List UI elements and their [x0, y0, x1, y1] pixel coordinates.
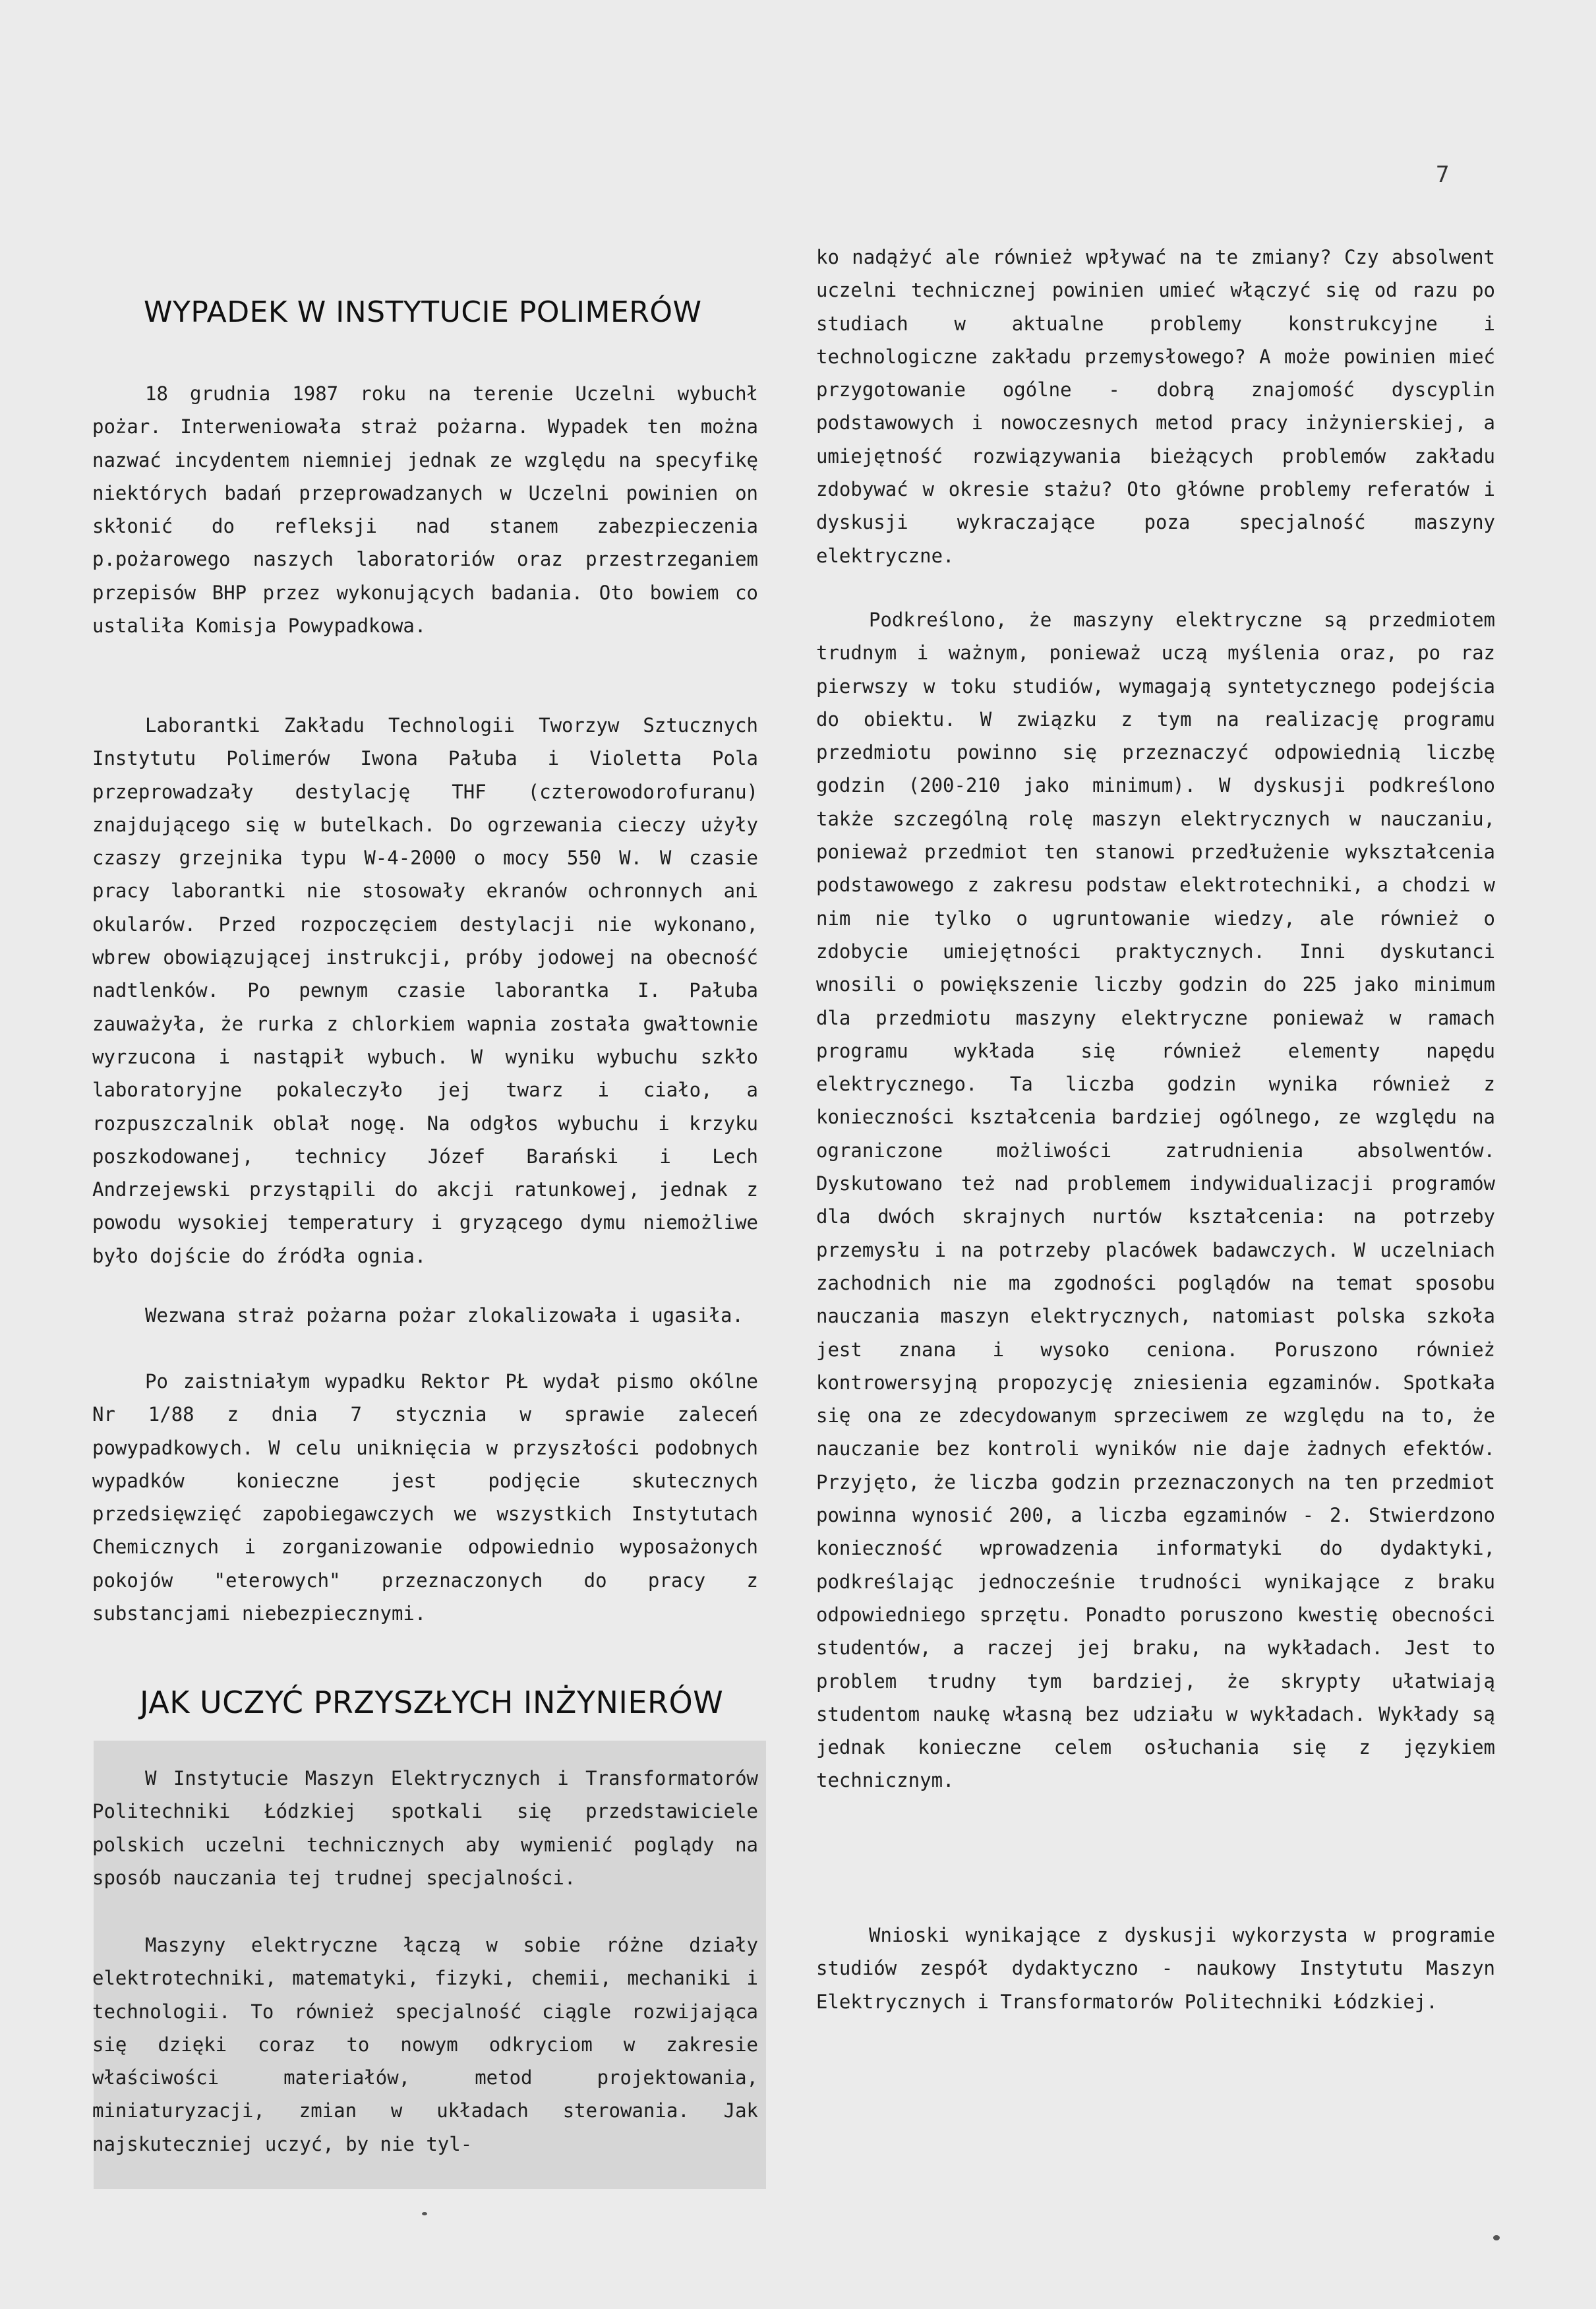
- fire-paragraph-4-text: Po zaistniałym wypadku Rektor PŁ wydał pismo okólne Nr 1/88 z dnia 7 stycznia w sprawie zaleceń powypadkowych. W celu uniknięcia w przyszłości podobnych wypadków konieczne jest podjęcie skutecznych przedsięwzięć zapobiegawczych we wszystkich Instytutach Chemicznych i zorganizowanie odpowiednio wyposażonych pokojów "eterowych" przeznaczonych do pracy z substancjami niebezpiecznymi.: [92, 1370, 758, 1625]
- scan-speck: [1493, 2235, 1500, 2240]
- fire-paragraph-4: [92, 1365, 758, 1630]
- engineers-paragraph-2-left-text: Maszyny elektryczne łączą w sobie różne działy elektrotechniki, matematyki, fizyki, chemii, mechaniki i technologii. To również specjalność ciągle rozwijająca się dzięki coraz to nowym odkryciom w zakresie właściwości materiałów, metod projektowania, miniaturyzacji, zmian w układach sterowania. Jak najskuteczniej uczyć, by nie tyl-: [92, 1934, 758, 2155]
- fire-paragraph-3-text: Wezwana straż pożarna pożar zlokalizowała i ugasiła.: [145, 1304, 744, 1327]
- scan-speck: [422, 2212, 427, 2215]
- engineers-paragraph-4-text: Wnioski wynikające z dyskusji wykorzysta w programie studiów zespół dydaktyczno - naukowy Instytutu Maszyn Elektrycznych i Transformatorów Politechniki Łódzkiej.: [816, 1924, 1495, 2013]
- fire-paragraph-3: [92, 1299, 758, 1332]
- engineers-paragraph-2-right: [816, 241, 1495, 572]
- engineers-paragraph-2-right-text: ko nadążyć ale również wpływać na te zmiany? Czy absolwent uczelni technicznej powinien umieć włączyć się od razu po studiach w aktualne problemy konstrukcyjne i technologiczne zakładu przemysłowego? A może powinien mieć przygotowanie ogólne - dobrą znajomość dyscyplin podstawowych i nowoczesnych metod pracy inżynierskiej, a umiejętność rozwiązywania bieżących problemów zakładu zdobywać w okresie stażu? Oto główne problemy referatów i dyskusji wykraczające poza specjalność maszyny elektryczne.: [816, 246, 1495, 567]
- article-title-fire: WYPADEK W INSTYTUCIE POLIMERÓW: [144, 295, 702, 329]
- fire-paragraph-2-text: Laborantki Zakładu Technologii Tworzyw Sztucznych Instytutu Polimerów Iwona Pałuba i Violetta Pola przeprowadzały destylację THF (czterowodorofuranu) znajdującego się w butelkach. Do ogrzewania cieczy użyły czaszy grzejnika typu W-4-2000 o mocy 550 W. W czasie pracy laborantki nie stosowały ekranów ochronnych ani okularów. Przed rozpoczęciem destylacji nie wykonano, wbrew obowiązującej instrukcji, próby jodowej na obecność nadtlenków. Po pewnym czasie laborantka I. Pałuba zauważyła, że rurka z chlorkiem wapnia została gwałtownie wyrzucona i nastąpił wybuch. W wyniku wybuchu szkło laboratoryjne pokaleczyło jej twarz i ciało, a rozpuszczalnik oblał nogę. Na odgłos wybuchu i krzyku poszkodowanej, technicy Józef Barański i Lech Andrzejewski przystąpili do akcji ratunkowej, jednak z powodu wysokiej temperatury i gryzącego dymu niemożliwe było dojście do źródła ognia.: [92, 714, 758, 1267]
- engineers-paragraph-1: [92, 1762, 758, 1894]
- engineers-paragraph-1-text: W Instytucie Maszyn Elektrycznych i Transformatorów Politechniki Łódzkiej spotkali się przedstawiciele polskich uczelni technicznych aby wymienić poglądy na sposób nauczania tej trudnej specjalności.: [92, 1767, 758, 1889]
- engineers-paragraph-2-left: [92, 1929, 758, 2161]
- engineers-paragraph-4: [816, 1919, 1495, 2018]
- engineers-paragraph-3-text: Podkreślono, że maszyny elektryczne są przedmiotem trudnym i ważnym, ponieważ uczą myślenia oraz, po raz pierwszy w toku studiów, wymagają syntetycznego podejścia do obiektu. W związku z tym na realizację programu przedmiotu powinno się przeznaczyć odpowiednią liczbę godzin (200-210 jako minimum). W dyskusji podkreślono także szczególną rolę maszyn elektrycznych w nauczaniu, ponieważ przedmiot ten stanowi przedłużenie wykształcenia podstawowego z zakresu podstaw elektrotechniki, a chodzi w nim nie tylko o ugruntowanie wiedzy, ale również o zdobycie umiejętności praktycznych. Inni dyskutanci wnosili o powiększenie liczby godzin do 225 jako minimum dla przedmiotu maszyny elektryczne ponieważ w ramach programu wykłada się również elementy napędu elektrycznego. Ta liczba godzin wynika również z konieczności kształcenia bardziej ogólnego, ze względu na ograniczone możliwości zatrudnienia absolwentów. Dyskutowano też nad problemem indywidualizacji programów dla dwóch skrajnych nurtów kształcenia: na potrzeby przemysłu i na potrzeby placówek badawczych. W uczelniach zachodnich nie ma zgodności poglądów na temat sposobu nauczania maszyn elektrycznych, natomiast polska szkoła jest znana i wysoko ceniona. Poruszono również kontrowersyjną propozycję zniesienia egzaminów. Spotkała się ona ze zdecydowanym sprzeciwem ze względu na to, że nauczanie bez kontroli wyników nie daje żadnych efektów. Przyjęto, że liczba godzin przeznaczonych na ten przedmiot powinna wynosić 200, a liczba egzaminów - 2. Stwierdzono konieczność wprowadzenia informatyki do dydaktyki, podkreślając jednocześnie trudności wynikające z braku odpowiedniego sprzętu. Ponadto poruszono kwestię obecności studentów, a raczej jej braku, na wykładach. Jest to problem trudny tym bardziej, że skrypty ułatwiają studentom naukę własną bez udziału w wykładach. Wykłady są jednak konieczne celem osłuchania się z językiem technicznym.: [816, 609, 1495, 1792]
- engineers-paragraph-3: [816, 603, 1495, 1797]
- page-number: 7: [1436, 162, 1450, 188]
- article-title-engineers: JAK UCZYĆ PRZYSZŁYCH INŻYNIERÓW: [140, 1685, 724, 1720]
- fire-paragraph-2: [92, 709, 758, 1273]
- fire-paragraph-1: [92, 377, 758, 642]
- fire-paragraph-1-text: 18 grudnia 1987 roku na terenie Uczelni wybuchł pożar. Interweniowała straż pożarna. Wypadek ten można nazwać incydentem niemniej jednak ze względu na specyfikę niektórych badań przeprowadzanych w Uczelni powinien on skłonić do refleksji nad stanem zabezpieczenia p.pożarowego naszych laboratoriów oraz przestrzeganiem przepisów BHP przez wykonujących badania. Oto bowiem co ustaliła Komisja Powypadkowa.: [92, 382, 758, 638]
